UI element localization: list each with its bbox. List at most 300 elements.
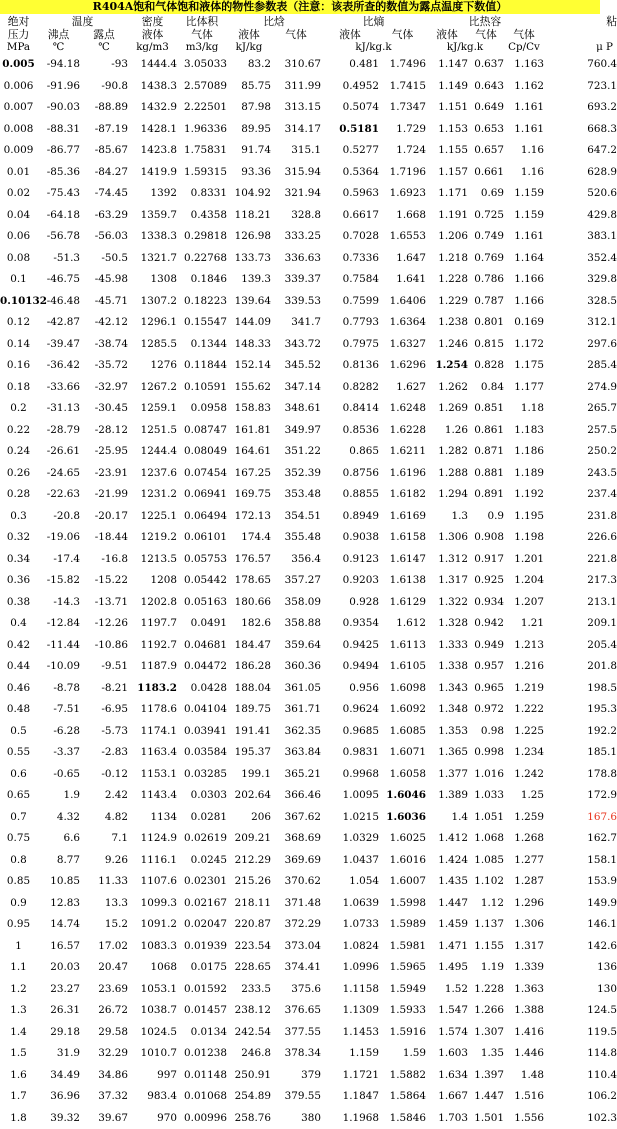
table-row [0,549,617,571]
table-cell: 0.10132 [0,291,37,313]
table-cell: 1.16 [504,162,544,184]
table-cell: 158.83 [227,398,271,420]
table-cell: 1321.7 [128,248,177,270]
table-cell: 0.9624 [321,699,379,721]
table-cell: 0.9123 [321,549,379,571]
table-cell: 0.5074 [321,97,379,119]
table-cell: 0.08747 [177,420,227,442]
table-cell: 380 [271,1108,321,1129]
table-cell: 20.03 [37,957,80,979]
table-cell: 104.92 [227,183,271,205]
header-cell: ℃ [80,41,128,54]
table-cell: 0.891 [468,484,504,506]
table-cell: 1.228 [468,979,504,1001]
table-cell: 339.53 [271,291,321,313]
table-cell: 1.556 [504,1108,544,1129]
table-cell: 0.815 [468,334,504,356]
table-cell: 1107.6 [128,871,177,893]
table-cell: 0.928 [321,592,379,614]
table-cell: 1.6248 [379,398,426,420]
table-cell: 2.57089 [177,76,227,98]
table-cell: 201.8 [544,656,617,678]
table-cell: 0.22 [0,420,37,442]
table-cell: 0.18 [0,377,37,399]
table-cell: -32.97 [80,377,128,399]
table-cell: 0.725 [468,205,504,227]
table-cell: 1423.8 [128,140,177,162]
table-cell: 1.6923 [379,183,426,205]
table-row [0,699,617,721]
table-row [0,893,617,915]
table-cell: 161.81 [227,420,271,442]
table-cell: 0.1846 [177,269,227,291]
table-cell: 0.653 [468,119,504,141]
table-cell: 0.749 [468,226,504,248]
table-cell: 126.98 [227,226,271,248]
table-cell: 1.471 [426,936,468,958]
header-cell: ℃ [37,41,80,54]
table-cell: -35.72 [80,355,128,377]
table-cell: -24.65 [37,463,80,485]
table-cell: 274.9 [544,377,617,399]
table-cell: 0.06494 [177,506,227,528]
table-cell: -56.78 [37,226,80,248]
table-row [0,334,617,356]
table-cell: 1.306 [426,527,468,549]
table-cell: 1.162 [504,76,544,98]
table-cell: 213.1 [544,592,617,614]
table-cell: 7.1 [80,828,128,850]
table-cell: 1.206 [426,226,468,248]
table-cell: 1116.1 [128,850,177,872]
table-cell: 257.5 [544,420,617,442]
table-cell: -42.12 [80,312,128,334]
table-row [0,119,617,141]
table-cell: 1.161 [504,97,544,119]
table-cell: 0.169 [504,312,544,334]
table-cell: 0.38 [0,592,37,614]
table-cell: 1.6058 [379,764,426,786]
table-cell: 1.59 [379,1043,426,1065]
table-cell: 358.88 [271,613,321,635]
header-cell: 温度 [37,15,128,28]
table-cell: 1.6138 [379,570,426,592]
table-cell: 1.96336 [177,119,227,141]
table-cell: 1.191 [426,205,468,227]
table-cell: 647.2 [544,140,617,162]
table-cell: 130 [544,979,617,1001]
table-cell: -28.12 [80,420,128,442]
table-cell: 1083.3 [128,936,177,958]
table-cell: 0.01148 [177,1065,227,1087]
header-cell: 气体 [504,28,544,41]
table-row [0,936,617,958]
table-cell: 1.7347 [379,97,426,119]
table-cell: 36.96 [37,1086,80,1108]
table-cell: 209.21 [227,828,271,850]
header-cell: 绝对 [0,15,37,28]
table-cell: 0.9685 [321,721,379,743]
table-cell: -6.95 [80,699,128,721]
table-cell: 237.4 [544,484,617,506]
table-cell: 89.95 [227,119,271,141]
table-cell: 195.37 [227,742,271,764]
table-cell: 321.94 [271,183,321,205]
table-cell: 1.6025 [379,828,426,850]
table-cell: -22.63 [37,484,80,506]
table-cell: 0.5963 [321,183,379,205]
table-cell: 1432.9 [128,97,177,119]
table-cell: 124.5 [544,1000,617,1022]
table-cell: 1.516 [504,1086,544,1108]
table-cell: 297.6 [544,334,617,356]
table-cell: 0.998 [468,742,504,764]
table-cell: 1244.4 [128,441,177,463]
table-cell: 1.183 [504,420,544,442]
table-cell: 369.69 [271,850,321,872]
table-cell: 0.01 [0,162,37,184]
table-cell: 0.04681 [177,635,227,657]
table-cell: 0.02619 [177,828,227,850]
table-cell: 1.204 [504,570,544,592]
table-cell: -18.44 [80,527,128,549]
table-cell: 1.192 [504,484,544,506]
table-cell: -87.19 [80,119,128,141]
table-cell: 668.3 [544,119,617,141]
table-cell: -10.86 [80,635,128,657]
table-cell: 1428.1 [128,119,177,141]
table-cell: 383.1 [544,226,617,248]
table-cell: 1.6211 [379,441,426,463]
table-cell: 0.006 [0,76,37,98]
table-cell: 0.14 [0,334,37,356]
table-cell: -20.8 [37,506,80,528]
table-cell: 1.3 [426,506,468,528]
table-cell: 1174.1 [128,721,177,743]
table-cell: 1.5846 [379,1108,426,1129]
table-cell: 1.365 [426,742,468,764]
table-cell: 258.76 [227,1108,271,1129]
table-cell: 0.9425 [321,635,379,657]
table-cell: 1068 [128,957,177,979]
table-cell: 1.6296 [379,355,426,377]
table-cell: -93 [80,54,128,76]
table-cell: 1.153 [426,119,468,141]
table-cell: 1.0329 [321,828,379,850]
table-cell: 0.69 [468,183,504,205]
table-cell: 1.229 [426,291,468,313]
header-cell [544,28,617,41]
table-cell: 0.0245 [177,850,227,872]
table-cell: 1.6158 [379,527,426,549]
table-row [0,355,617,377]
table-cell: 1.216 [504,656,544,678]
table-cell: 0.4952 [321,76,379,98]
table-cell: 1.222 [504,699,544,721]
table-cell: 1.317 [504,936,544,958]
table-cell: 366.46 [271,785,321,807]
table-cell: 0.965 [468,678,504,700]
table-cell: 1099.3 [128,893,177,915]
table-cell: 192.2 [544,721,617,743]
table-cell: 359.64 [271,635,321,657]
table-cell: 1.333 [426,635,468,657]
table-cell: 220.87 [227,914,271,936]
table-cell: 1.641 [379,269,426,291]
table-row [0,850,617,872]
table-cell: 1.068 [468,828,504,850]
table-cell: 233.5 [227,979,271,1001]
table-cell: 1.166 [504,269,544,291]
table-cell: 0.07454 [177,463,227,485]
table-cell: 238.12 [227,1000,271,1022]
table-cell: 1.054 [321,871,379,893]
table-cell: 997 [128,1065,177,1087]
table-cell: 0.4 [0,613,37,635]
table-row [0,1108,617,1129]
table-cell: 1.306 [504,914,544,936]
table-cell: 358.09 [271,592,321,614]
table-cell: 1.6007 [379,871,426,893]
table-cell: 176.57 [227,549,271,571]
table-cell: 351.22 [271,441,321,463]
table-cell: 1267.2 [128,377,177,399]
table-cell: 1.213 [504,635,544,657]
table-cell: 1.6016 [379,850,426,872]
table-cell: 17.02 [80,936,128,958]
table-cell: 172.13 [227,506,271,528]
table-cell: 0.643 [468,76,504,98]
table-cell: -25.95 [80,441,128,463]
table-row [0,312,617,334]
table-cell: 114.8 [544,1043,617,1065]
table-cell: 311.99 [271,76,321,98]
header-cell: 气体 [271,28,321,41]
table-cell: 0.0134 [177,1022,227,1044]
table-cell: 185.1 [544,742,617,764]
table-row [0,140,617,162]
table-cell: 1.159 [321,1043,379,1065]
table-cell: 1.6085 [379,721,426,743]
table-cell: 0.8331 [177,183,227,205]
table-cell: 0.98 [468,721,504,743]
table-cell: 1202.8 [128,592,177,614]
table-cell: 215.26 [227,871,271,893]
table-cell: 1.339 [504,957,544,979]
table-cell: 1.6105 [379,656,426,678]
table-cell: 14.74 [37,914,80,936]
table-cell: 1.4 [426,807,468,829]
table-cell: 1.266 [468,1000,504,1022]
table-cell: 1.262 [426,377,468,399]
table-cell: 0.925 [468,570,504,592]
table-cell: 0.22768 [177,248,227,270]
table-cell: 0.26 [0,463,37,485]
header-cell: 比熵 [321,15,426,28]
table-cell: 110.4 [544,1065,617,1087]
table-cell: 1183.2 [128,678,177,700]
table-cell: -90.03 [37,97,80,119]
table-cell: -12.26 [80,613,128,635]
table-cell: 1.0437 [321,850,379,872]
table-cell: 0.5277 [321,140,379,162]
table-cell: 328.8 [271,205,321,227]
table-cell: 1.627 [379,377,426,399]
table-cell: 379.55 [271,1086,321,1108]
table-cell: 1.259 [504,807,544,829]
header-cell: 比热容 [426,15,544,28]
table-cell: 1.6327 [379,334,426,356]
table-cell: 34.49 [37,1065,80,1087]
table-cell: 0.007 [0,97,37,119]
table-cell: 0.02167 [177,893,227,915]
table-cell: 0.06101 [177,527,227,549]
table-cell: 34.86 [80,1065,128,1087]
table-cell: 1.157 [426,162,468,184]
table-cell: 2.22501 [177,97,227,119]
table-cell: 357.27 [271,570,321,592]
table-cell: 133.73 [227,248,271,270]
table-cell: 144.09 [227,312,271,334]
table-cell: 0.005 [0,54,37,76]
table-cell: 0.7793 [321,312,379,334]
table-cell: 0.3 [0,506,37,528]
table-cell: 0.42 [0,635,37,657]
table-row [0,506,617,528]
table-cell: 0.08 [0,248,37,270]
table-cell: -2.83 [80,742,128,764]
table-cell: 1.459 [426,914,468,936]
table-cell: 8.77 [37,850,80,872]
table-cell: 0.75 [0,828,37,850]
table-cell: 1.343 [426,678,468,700]
table-cell: 1.668 [379,205,426,227]
table-cell: 4.32 [37,807,80,829]
table-cell: 0.5181 [321,119,379,141]
table-cell: 0.1 [0,269,37,291]
table-cell: 0.861 [468,420,504,442]
table-cell: 1.5965 [379,957,426,979]
header-cell: 沸点 [37,28,80,41]
table-cell: -46.75 [37,269,80,291]
table-cell: 1.5933 [379,1000,426,1022]
table-cell: 315.94 [271,162,321,184]
table-cell: 20.47 [80,957,128,979]
table-cell: 0.1344 [177,334,227,356]
table-cell: 365.21 [271,764,321,786]
table-row [0,162,617,184]
table-cell: 1.051 [468,807,504,829]
table-cell: -20.17 [80,506,128,528]
table-cell: 1.6406 [379,291,426,313]
table-cell: 0.9494 [321,656,379,678]
table-cell: 0.917 [468,549,504,571]
table-cell: 345.52 [271,355,321,377]
table-cell: 1.155 [426,140,468,162]
table-cell: 217.3 [544,570,617,592]
table-cell: 221.8 [544,549,617,571]
table-cell: 0.03941 [177,721,227,743]
table-cell: 1.4 [0,1022,37,1044]
table-cell: 1.634 [426,1065,468,1087]
table-cell: 0.9968 [321,764,379,786]
table-cell: 0.787 [468,291,504,313]
table-cell: 26.31 [37,1000,80,1022]
header-cell: 气体 [379,28,426,41]
table-row [0,484,617,506]
table-cell: 0.36 [0,570,37,592]
table-cell: 1.35 [468,1043,504,1065]
table-row [0,248,617,270]
table-cell: 1.166 [504,291,544,313]
table-cell: 1.085 [468,850,504,872]
table-cell: -13.71 [80,592,128,614]
table-cell: -39.47 [37,334,80,356]
table-cell: -15.22 [80,570,128,592]
table-cell: 0.04104 [177,699,227,721]
table-cell: -51.3 [37,248,80,270]
table-cell: 167.6 [544,807,617,829]
table-cell: 1192.7 [128,635,177,657]
table-row [0,742,617,764]
table-cell: 93.36 [227,162,271,184]
table-cell: 1.307 [468,1022,504,1044]
table-cell: -3.37 [37,742,80,764]
table-cell: 1.495 [426,957,468,979]
table-cell: 13.3 [80,893,128,915]
table-cell: 333.25 [271,226,321,248]
table-cell: 0.10591 [177,377,227,399]
table-cell: 310.67 [271,54,321,76]
table-cell: 1.137 [468,914,504,936]
table-cell: -33.66 [37,377,80,399]
table-cell: 0.8949 [321,506,379,528]
table-cell: 1.574 [426,1022,468,1044]
table-cell: 1.0824 [321,936,379,958]
table-cell: 343.72 [271,334,321,356]
table-cell: 0.06 [0,226,37,248]
table-cell: -14.3 [37,592,80,614]
table-cell: -86.77 [37,140,80,162]
table-cell: 1.322 [426,592,468,614]
table-cell: 1.228 [426,269,468,291]
table-cell: -38.74 [80,334,128,356]
table-cell: 339.37 [271,269,321,291]
table-cell: 0.0958 [177,398,227,420]
table-cell: 1213.5 [128,549,177,571]
table-cell: -42.87 [37,312,80,334]
table-row [0,1086,617,1108]
table-cell: 1.7415 [379,76,426,98]
table-cell: 1.161 [504,119,544,141]
table-cell: 1.5 [0,1043,37,1065]
table-cell: 1338.3 [128,226,177,248]
table-cell: 0.008 [0,119,37,141]
table-cell: 1.18 [504,398,544,420]
table-cell: 0.769 [468,248,504,270]
table-row [0,592,617,614]
table-cell: -28.79 [37,420,80,442]
header-cell: 粘 [544,15,617,28]
table-cell: 1.5989 [379,914,426,936]
table-cell: 693.2 [544,97,617,119]
table-cell: 186.28 [227,656,271,678]
table-cell: -17.4 [37,549,80,571]
header-cell: 比焓 [227,15,321,28]
table-cell: 0.481 [321,54,379,76]
table-cell: -85.36 [37,162,80,184]
header-cell: 密度 [128,15,177,28]
